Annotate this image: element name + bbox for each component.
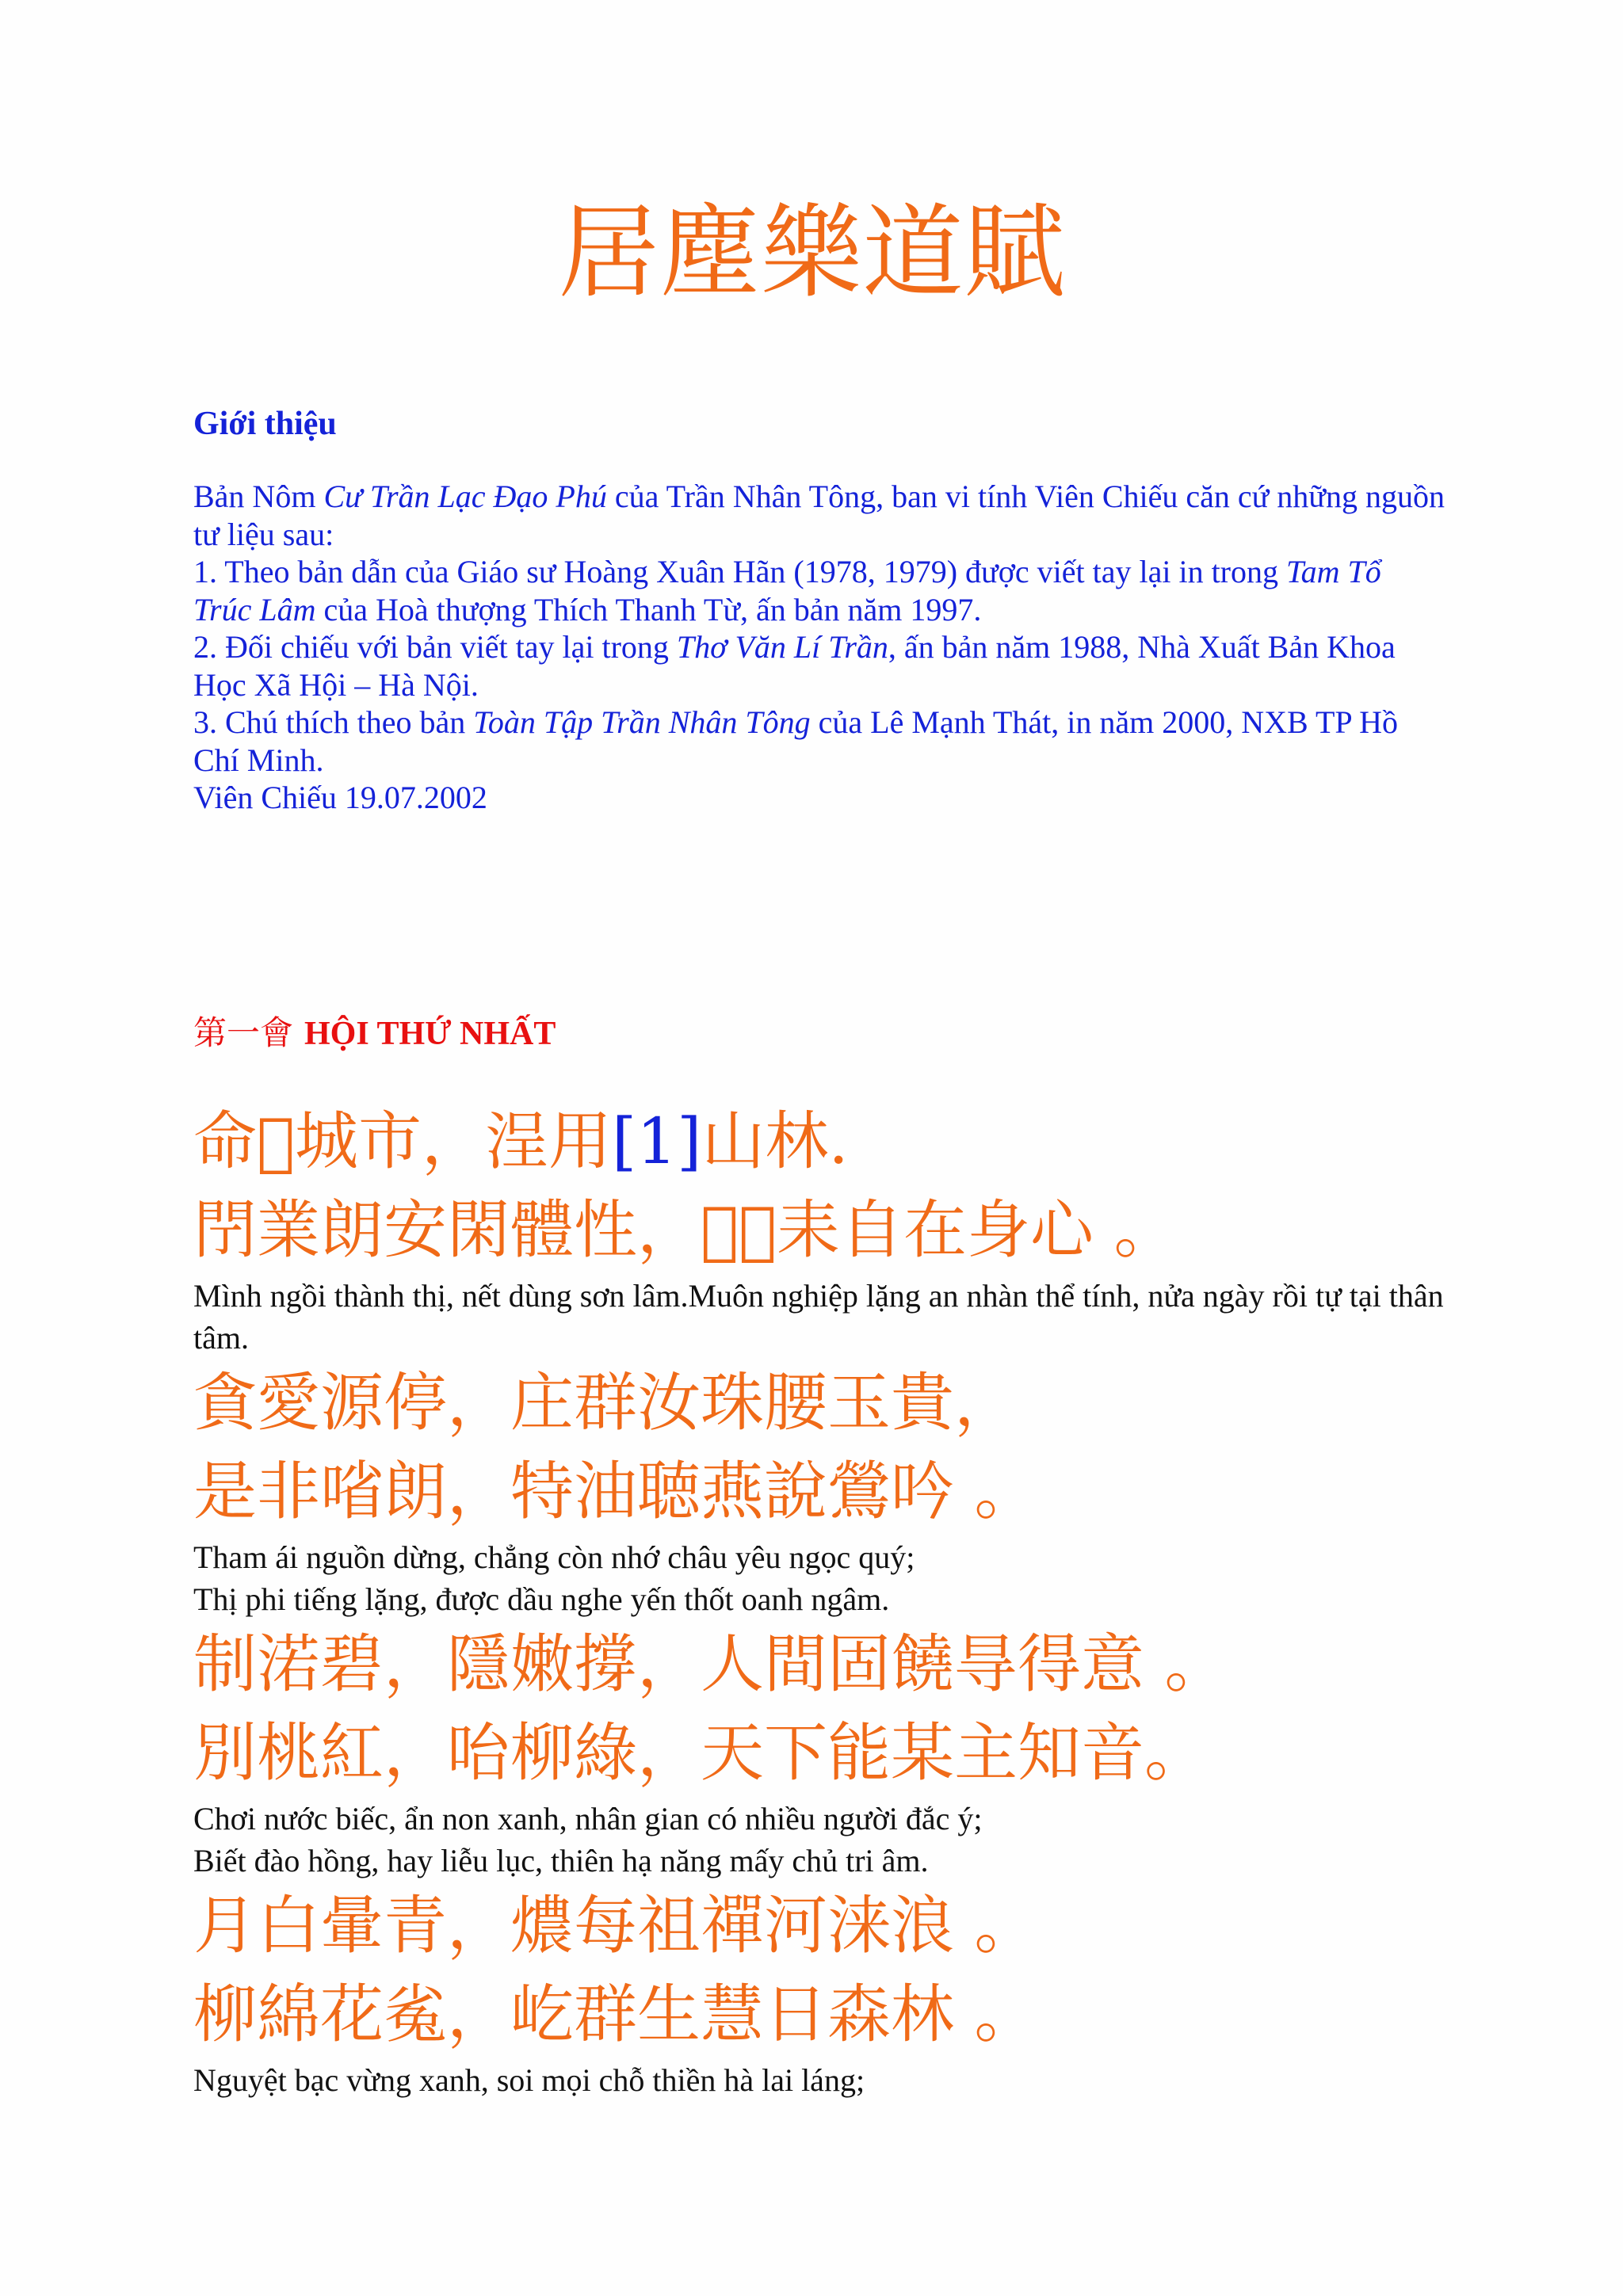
section-heading [193, 1012, 1445, 1056]
source-item-3 [193, 704, 1445, 779]
nom-line: 別桃紅，咍柳綠，天下能某主知音。 [193, 1716, 1208, 1790]
nom-line: 月白暈青，燶每祖禪河涞浪 。 [193, 1889, 1038, 1962]
intro-text: 2. Đối chiếu với bản viết tay lại trong [193, 629, 677, 665]
work-title: Thơ Văn Lí Trần [676, 629, 888, 665]
viet-translation: Mình ngồi thành thị, nết dùng sơn lâm.Muôn nghiệp lặng an nhàn thể tính, nửa ngày rồi tự tại thân tâm. [193, 1278, 1444, 1356]
nom-line: 是非㗂朗，特油聴燕說鶯吟 。 [193, 1455, 1038, 1528]
nom-line [193, 1097, 1445, 1186]
section-heading-viet: HỘI THỨ NHẤT [304, 1016, 556, 1052]
nom-line: 貪愛源停，庄群汝珠腰玉貴， [193, 1366, 1018, 1440]
viet-translation: Biết đào hồng, hay liễu lục, thiên hạ năng mấy chủ tri âm. [193, 1843, 929, 1878]
intro-text: của Trần Nhân Tông, ban vi tính Viên Chiếu căn cứ những nguồn tư liệu sau: [193, 479, 1445, 552]
work-title: Tam Tổ Trúc Lâm [193, 554, 1381, 627]
viet-translation: Nguyệt bạc vừng xanh, soi mọi chỗ thiền hà lai láng; [193, 2062, 865, 2098]
nom-text: 命𡎢城市，浧用 [193, 1104, 613, 1178]
work-title: Toàn Tập Trần Nhân Tông [473, 704, 811, 740]
intro-paragraph [193, 478, 1445, 553]
intro-text: , ấn bản năm 1988, Nhà Xuất Bản Khoa Học Xã Hội – Hà Nội. [193, 629, 1396, 703]
source-item-1 [193, 553, 1445, 628]
work-title: Cư Trần Lạc Đạo Phú [323, 479, 607, 514]
intro-text: 3. Chú thích theo bản [193, 704, 474, 740]
nom-line: 柳綿花㝹，屹群生慧日森林 。 [193, 1978, 1038, 2051]
footnote-link[interactable]: [1] [612, 1104, 702, 1178]
poem-body [193, 1097, 1445, 2101]
source-item-2 [193, 628, 1445, 704]
nom-line: 閅業朗安閑體性，𡛤𣇞耒自在身心 。 [193, 1193, 1178, 1267]
intro-section [193, 478, 1445, 817]
viet-translation: Thị phi tiếng lặng, được dầu nghe yến thốt oanh ngâm. [193, 1581, 890, 1617]
intro-text: Bản Nôm [193, 479, 324, 514]
document-title: 居塵樂道賦 [557, 194, 1065, 312]
intro-text: của Hoà thượng Thích Thanh Từ, ấn bản năm 1997. [315, 591, 982, 627]
intro-signature: Viên Chiếu 19.07.2002 [193, 780, 487, 815]
viet-translation: Chơi nước biếc, ẩn non xanh, nhân gian có nhiều người đắc ý; [193, 1801, 983, 1836]
intro-text: 1. Theo bản dẫn của Giáo sư Hoàng Xuân Hãn (1978, 1979) được viết tay lại in trong [193, 554, 1287, 589]
section-heading-han: 第一會 [193, 1016, 294, 1052]
nom-text: 山林. [701, 1104, 849, 1178]
intro-text: của Lê Mạnh Thát, in năm 2000, NXB TP Hồ Chí Minh. [193, 704, 1399, 778]
viet-translation: Tham ái nguồn dừng, chẳng còn nhớ châu yêu ngọc quý; [193, 1539, 915, 1575]
nom-line: 制渃碧，隱嫩撐，人間固饒㝵得意 。 [193, 1627, 1228, 1701]
intro-heading: Giới thiệu [193, 406, 337, 442]
